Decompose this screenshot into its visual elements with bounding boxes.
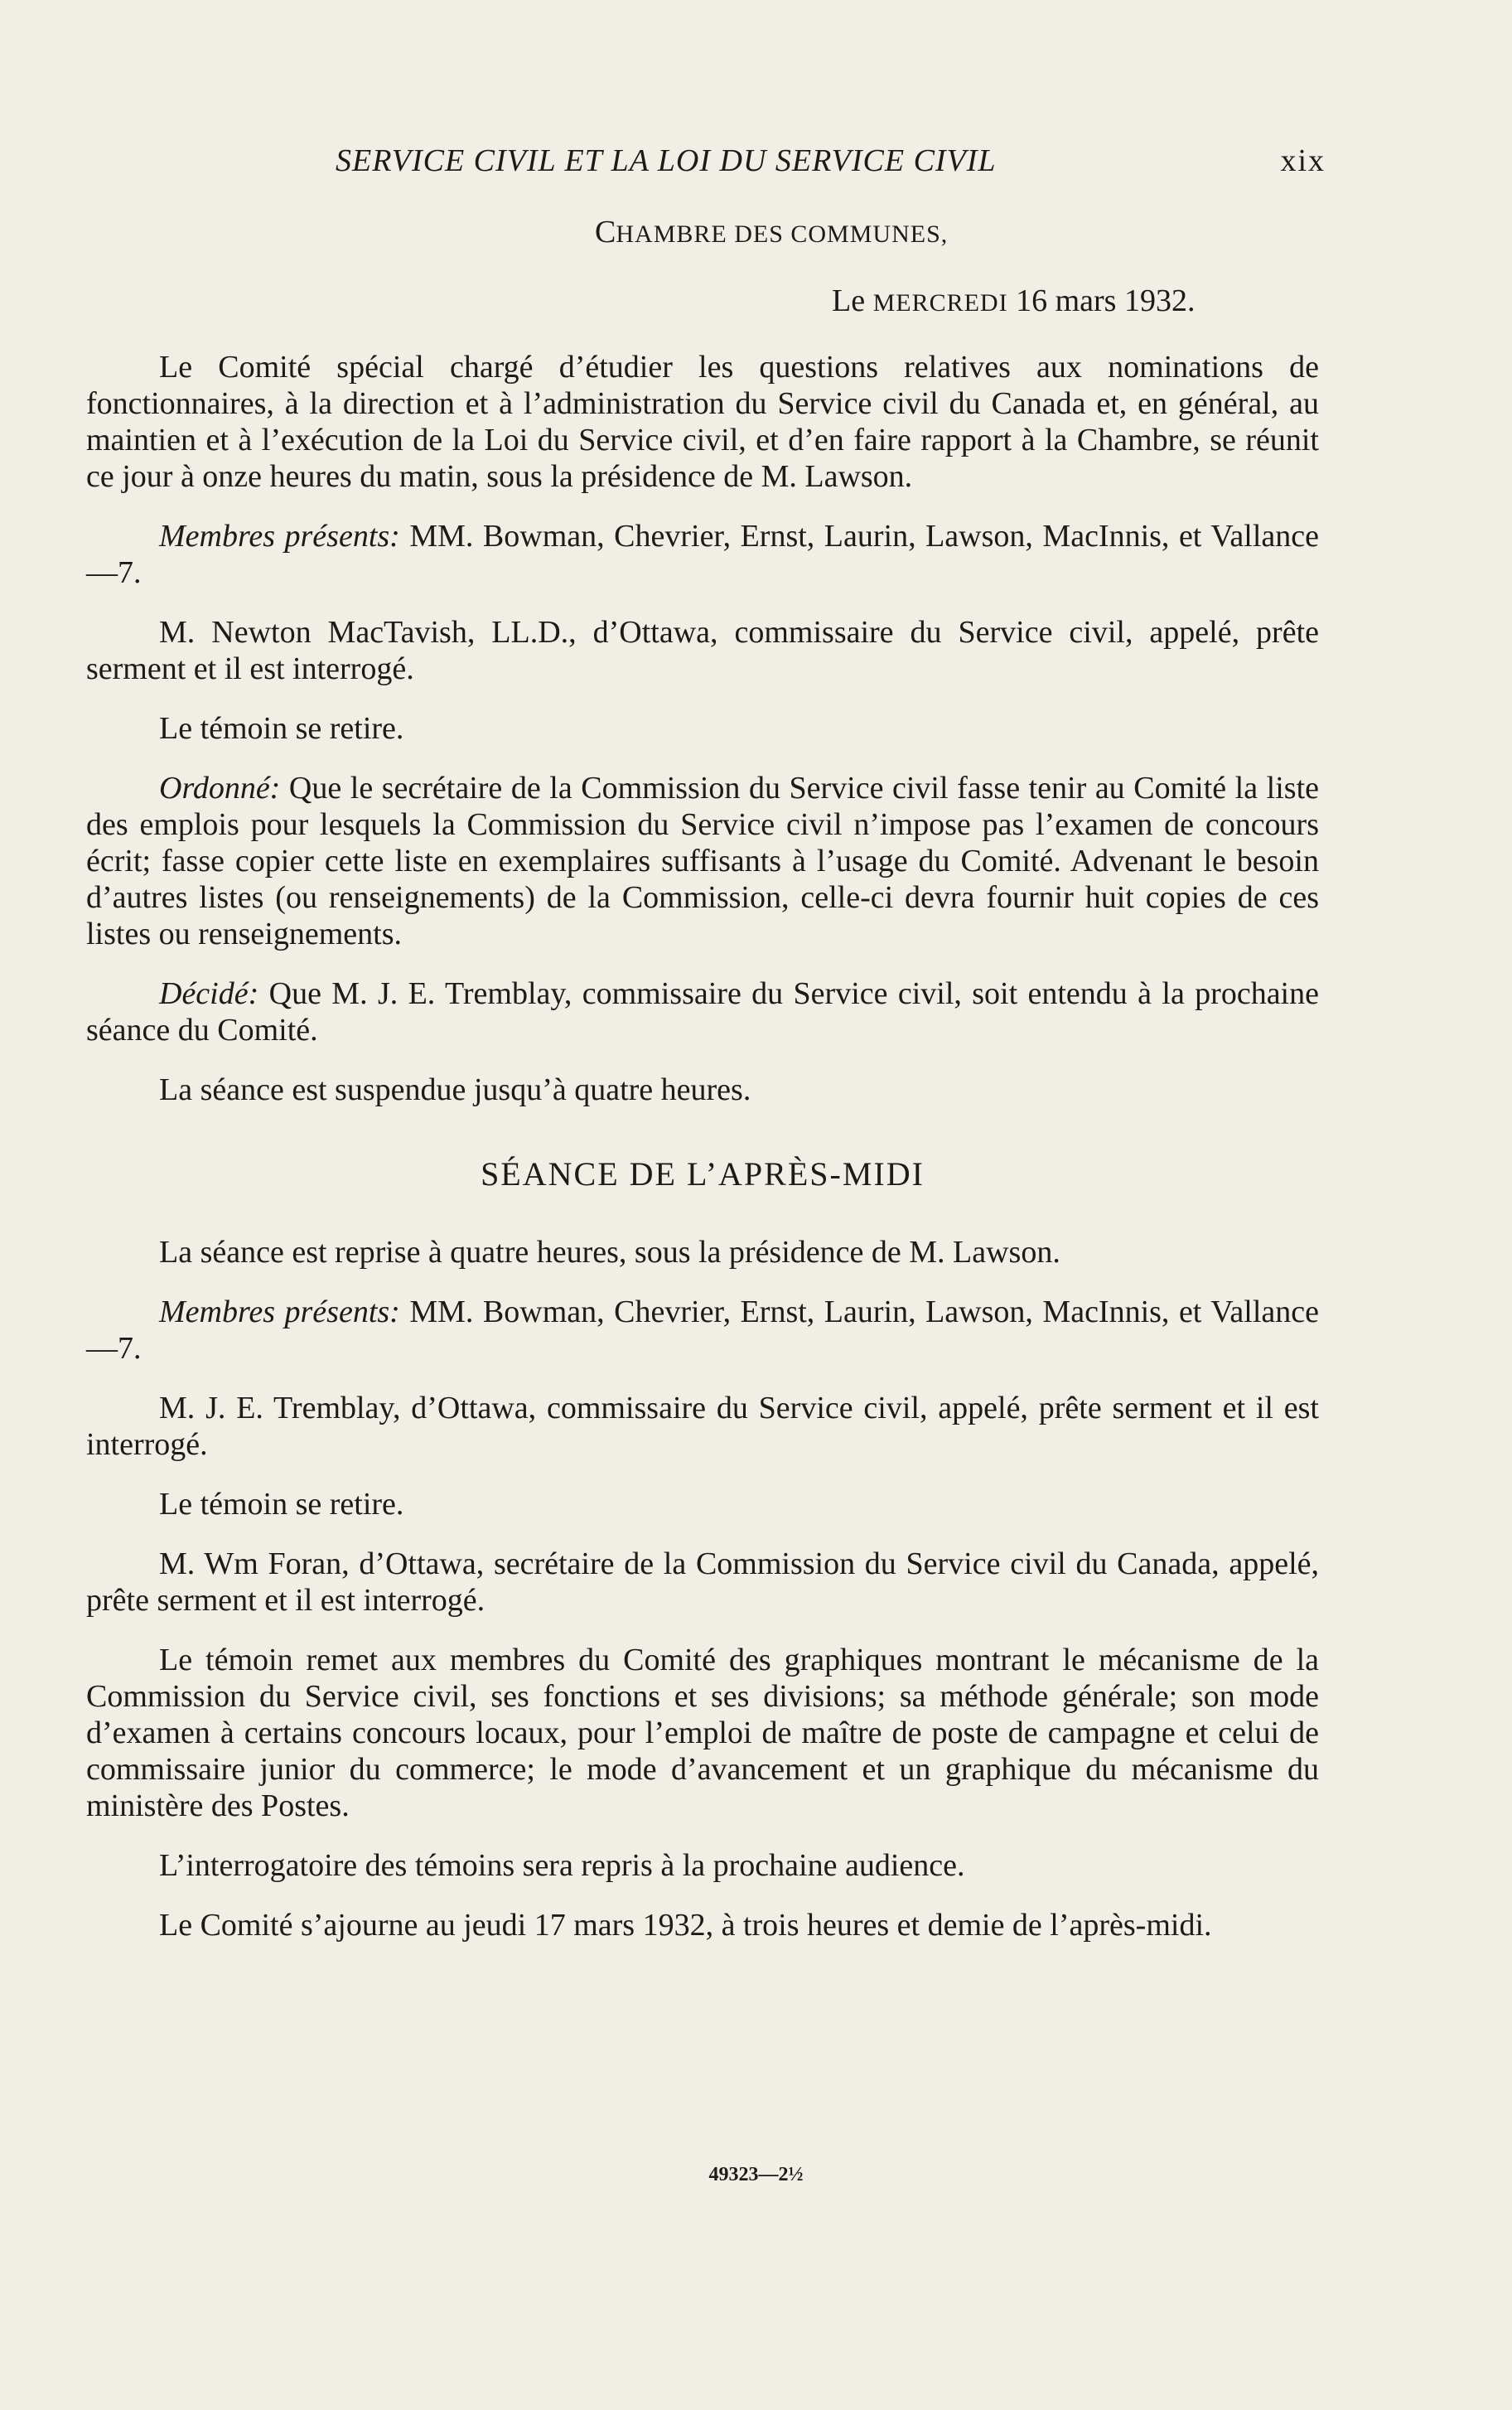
adjournment-paragraph: Le Comité s’ajourne au jeudi 17 mars 1932, à trois heures et demie de l’après-midi. [159,1908,1212,1943]
chamber-initial: C [595,215,616,249]
ordered-label: Ordonné: [159,771,281,806]
afternoon-members-paragraph [86,1294,1319,1367]
witness-retires-paragraph: Le témoin se retire. [159,711,404,746]
witness-macTavish-paragraph: M. Newton MacTavish, LL.D., d’Ottawa, commissaire du Service civil, appelé, prête serment et il est interrogé. [86,615,1319,686]
afternoon-members-label: Membres présents: [159,1295,400,1329]
decided-paragraph [86,975,1319,1048]
ordered-paragraph [86,770,1319,952]
decided-label: Décidé: [159,976,259,1011]
chamber-rest: HAMBRE DES COMMUNES, [616,220,949,248]
print-code: 49323—2½ [708,2164,804,2185]
running-header [336,143,1326,192]
session-suspended-paragraph: La séance est suspendue jusqu’à quatre heures. [159,1072,751,1107]
members-present-label: Membres présents: [159,519,400,554]
witness-foran-paragraph: M. Wm Foran, d’Ottawa, secrétaire de la Commission du Service civil du Canada, appelé, prête serment et il est interrogé. [86,1546,1319,1618]
session-date [832,283,1195,319]
session-resumed-paragraph: La séance est reprise à quatre heures, sous la présidence de M. Lawson. [159,1235,1060,1270]
date-weekday: MERCREDI [872,289,1008,317]
decided-text: Que M. J. E. Tremblay, commissaire du Service civil, soit entendu à la prochaine séance du Comité. [86,976,1319,1048]
date-rest: 16 mars 1932. [1007,283,1196,318]
graphs-submitted-paragraph: Le témoin remet aux membres du Comité des graphiques montrant le mécanisme de la Commission du Service civil, ses fonctions et ses divisions; sa méthode générale; son mode d’examen à certains concours locaux, pour l’emploi de maître de poste de campagne et celui de commissaire junior du commerce; le mode d’avancement et un graphique du mécanisme du ministère des Postes. [86,1643,1319,1823]
examination-resumed-paragraph: L’interrogatoire des témoins sera repris à la prochaine audience. [159,1848,965,1883]
running-title: SERVICE CIVIL ET LA LOI DU SERVICE CIVIL [336,143,997,178]
morning-session-text [86,349,1319,1967]
date-prefix: Le [832,283,873,318]
opening-paragraph: Le Comité spécial chargé d’étudier les questions relatives aux nominations de fonctionnaires, à la direction et à l’administration du Service civil du Canada et, en général, au maintien et à l’exécution de la Loi du Service civil, et d’en faire rapport à la Chambre, se réunit ce jour à onze heures du matin, sous la présidence de M. Lawson. [86,350,1319,494]
witness-tremblay-paragraph: M. J. E. Tremblay, d’Ottawa, commissaire du Service civil, appelé, prête serment et il est interrogé. [86,1391,1319,1462]
members-present-paragraph [86,518,1319,591]
afternoon-section-title: SÉANCE DE L’APRÈS-MIDI [481,1155,925,1193]
ordered-text: Que le secrétaire de la Commission du Service civil fasse tenir au Comité la liste des emplois pour lesquels la Commission du Service civil n’impose pas l’examen de concours écrit; fasse copier cette liste en exemplaires suffisants à l’usage du Comité. Advenant le besoin d’autres listes (ou renseignements) de la Commission, celle-ci devra fournir huit copies de ces listes ou renseignements. [86,771,1319,951]
witness-retires-afternoon-paragraph: Le témoin se retire. [159,1487,404,1522]
members-present-text: MM. Bowman, Chevrier, Ernst, Laurin, Lawson, MacInnis, et Vallance—7. [86,519,1320,590]
afternoon-members-text: MM. Bowman, Chevrier, Ernst, Laurin, Lawson, MacInnis, et Vallance—7. [86,1295,1320,1366]
chamber-heading [595,214,948,250]
page-number: xix [1280,143,1326,178]
